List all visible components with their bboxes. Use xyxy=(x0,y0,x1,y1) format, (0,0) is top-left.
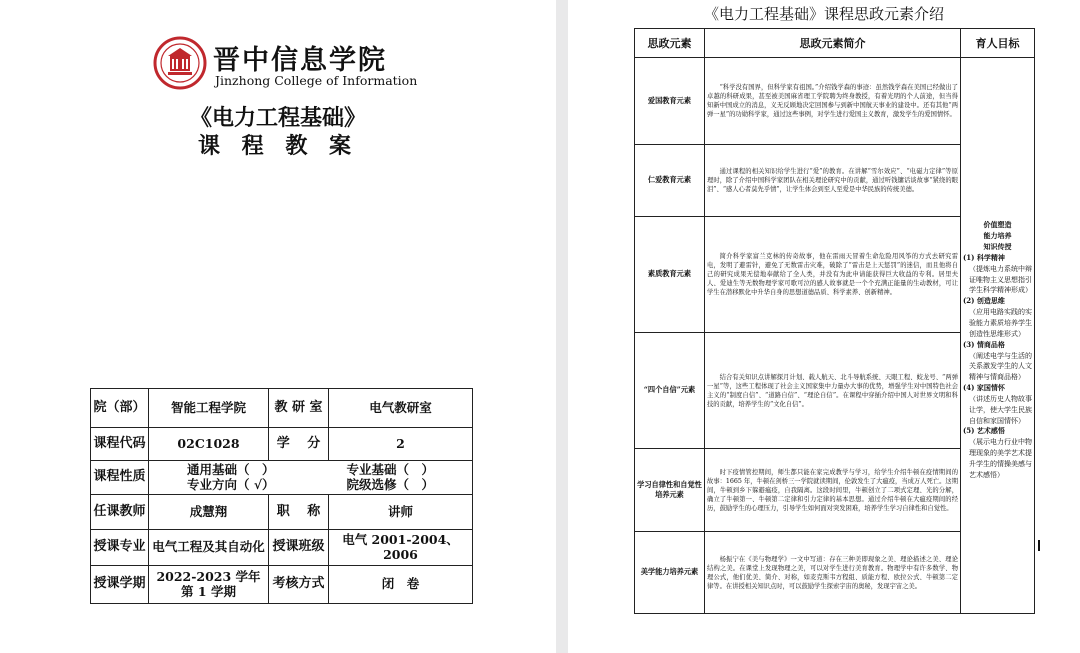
nature-option-direction: 专业方向（ √） xyxy=(186,476,275,492)
school-logo-row xyxy=(153,36,418,94)
table-row xyxy=(91,461,473,495)
credit-value: 2 xyxy=(329,428,473,461)
goal-5-title: (5) 艺术感悟 xyxy=(963,426,1005,436)
page-title: 《电力工程基础》课程思政元素介绍 xyxy=(703,5,944,23)
goal-1-body: （提炼电力系统中辩证唯物主义思想指引学生科学精神形成） xyxy=(969,264,1032,295)
nature-label: 课程性质 xyxy=(91,461,149,495)
nature-options-line-2 xyxy=(151,478,470,492)
goal-2-body: （应用电路实践的实验能力素质培养学生创造性思维形式） xyxy=(969,308,1032,338)
table-row xyxy=(91,530,473,566)
element-description: 简介科学家富兰克林的传奇故事，他在雷雨天冒着生命危险用风筝的方式去研究雷电，发明了避雷针，避免了无数雷击灾难，破除了“雷击是上天惩罚”的迷信，而且他将自己的研究成果无偿地奉献给了全人类，并没有为此申请能获得巨大收益的专利。居里夫人、爱迪生等无数物理学家可歌可泣的感人故事就是一个个充满正能量的生动教材，可让学生在潜移默化中升华自身的思想道德品质、科学素养、创新精神。 xyxy=(705,217,961,333)
title-value: 讲师 xyxy=(329,495,473,530)
school-name-en: Jinzhong College of Information xyxy=(215,73,418,88)
element-name: “四个自信”元素 xyxy=(635,333,705,449)
table-row xyxy=(635,58,1035,145)
class-value: 电气 2001-2004、2006 xyxy=(329,530,473,566)
term-value: 2022-2023 学年第 1 学期 xyxy=(149,566,269,604)
nature-option-elective: 院级选修（ ） xyxy=(346,476,435,492)
element-name: 美学能力培养元素 xyxy=(635,532,705,614)
course-title: 《电力工程基础》 xyxy=(189,105,366,131)
course-info-table xyxy=(90,388,473,604)
school-name-cn: 晋中信息学院 xyxy=(213,45,387,76)
code-value: 02C1028 xyxy=(149,428,269,461)
goals-heading: 价值塑造 能力培养 知识传授 xyxy=(983,220,1012,252)
school-seal-icon xyxy=(153,36,207,90)
table-header-row xyxy=(635,29,1035,58)
title-label: 职 称 xyxy=(269,495,329,530)
header-description: 思政元素简介 xyxy=(705,29,961,58)
element-description: 通过课程的相关知识给学生进行“爱”的教育。在讲解“雪尔效应”、“电磁力定律”等原理时，除了介绍中国科学家团队在相关理论研究中的贡献，通过听钱镛话谈故事“紧绕的眼泪”、“感人心者莫先乎情”，让学生体会到至人至爱是中华民族的传统美德。 xyxy=(705,145,961,217)
element-name: 学习自律性和自觉性培养元素 xyxy=(635,449,705,532)
goal-4-title: (4) 家国情怀 xyxy=(963,383,1005,393)
goal-3-title: (3) 情商品格 xyxy=(963,339,1005,349)
goal-1-title: (1) 科学精神 xyxy=(963,252,1005,262)
department-value: 智能工程学院 xyxy=(149,389,269,428)
education-goals xyxy=(961,58,1035,614)
document-type: 课 程 教 案 xyxy=(198,133,358,159)
table-row xyxy=(91,389,473,428)
nature-option-foundation: 专业基础（ ） xyxy=(346,462,434,478)
table-row xyxy=(91,495,473,530)
office-label: 教 研 室 xyxy=(269,389,329,428)
credit-label: 学 分 xyxy=(269,428,329,461)
code-label: 课程代码 xyxy=(91,428,149,461)
element-description: 杨振宁在《美与物理学》一文中写道：存在三种美即现象之美、理论描述之美、理论结构之美。在课堂上发现物理之美，可以对学生进行美育教育。物理学中有许多数学、物理公式，他们优美、简介、对称，如麦克斯韦方程组、质能方程、欧拉公式、牛顿第二定律等。在讲授相关知识点时，可以鼓励学生探索宇宙的奥秘，发现宇宙之美。 xyxy=(705,532,961,614)
exam-label: 考核方式 xyxy=(269,566,329,604)
table-row xyxy=(91,428,473,461)
element-description: 时下疫情管控期间，师生都只能在家完成教学与学习，给学生介绍牛顿在疫情期间的故事：1665 年，牛顿在剑桥三一学院就读期间，伦敦发生了大瘟疫，当成万人死亡。这期间，牛顿到乡下躲避瘟疫，自我隔离。这段时间里，牛顿创立了二项式定理、光的分解，确立了牛顿第一、牛顿第二定律和引力定律的基本思想。通过介绍牛顿在大瘟疫期间的经历，鼓励学生的心理压力，引导学生如何面对突发困难，培养学生学习自律性和自觉性。 xyxy=(705,449,961,532)
header-element: 思政元素 xyxy=(635,29,705,58)
goal-5-body: （展示电力行业中物理现象的美学艺术提升学生的情操美感与艺术感悟） xyxy=(969,438,1032,479)
teacher-label: 任课教师 xyxy=(91,495,149,530)
nature-options-line-1 xyxy=(151,463,470,477)
ideology-elements-table xyxy=(634,28,1035,614)
teacher-value: 成慧翔 xyxy=(149,495,269,530)
major-label: 授课专业 xyxy=(91,530,149,566)
element-name: 素质教育元素 xyxy=(635,217,705,333)
goal-3-body: （阐述电学与生活的关系激发学生的人文精神与情商品格） xyxy=(969,351,1032,382)
department-label: 院（部） xyxy=(91,389,149,428)
goal-2-title: (2) 创造思维 xyxy=(963,296,1005,306)
class-label: 授课班级 xyxy=(269,530,329,566)
goal-4-body: （讲述历史人物故事让学，使大学生民族自信和家国情怀） xyxy=(969,394,1032,425)
element-name: 爱国教育元素 xyxy=(635,58,705,145)
text-cursor xyxy=(1038,540,1040,551)
element-description: “科学没有国界，但科学家有祖国。”介绍钱学森的事迹：虽然钱学森在美国已经做出了卓越的科研成果，甚至被美国麻省理工学院聘为终身教授，有着光明的个人前途，但当得知新中国成立的消息，义无反顾地决定回国参与到新中国航天事业的建设中。还有其他“两弹一星”的功勋科学家，通过这些事例，对学生进行爱国主义教育，激发学生的爱国情怀。 xyxy=(705,58,961,145)
header-goal: 育人目标 xyxy=(961,29,1035,58)
element-description: 结合有关知识点讲解探月计划、载人航天、北斗导航系统、天眼工程、蛟龙号、“两弹一星”等，这些工程体现了社会主义国家集中力量办大事的优势，增强学生对中国特色社会主义的“制度自信”、“道路自信”、“理论自信”。在课程中穿插介绍中国人对世界文明和科技的贡献，培养学生的“文化自信”。 xyxy=(705,333,961,449)
nature-option-general: 通用基础（ ） xyxy=(186,462,275,478)
office-value: 电气教研室 xyxy=(329,389,473,428)
table-row xyxy=(91,566,473,604)
element-name: 仁爱教育元素 xyxy=(635,145,705,217)
major-value: 电气工程及其自动化 xyxy=(149,530,269,566)
term-label: 授课学期 xyxy=(91,566,149,604)
exam-value: 闭 卷 xyxy=(329,566,473,604)
nature-options xyxy=(149,461,473,495)
elements-page xyxy=(568,0,1080,653)
